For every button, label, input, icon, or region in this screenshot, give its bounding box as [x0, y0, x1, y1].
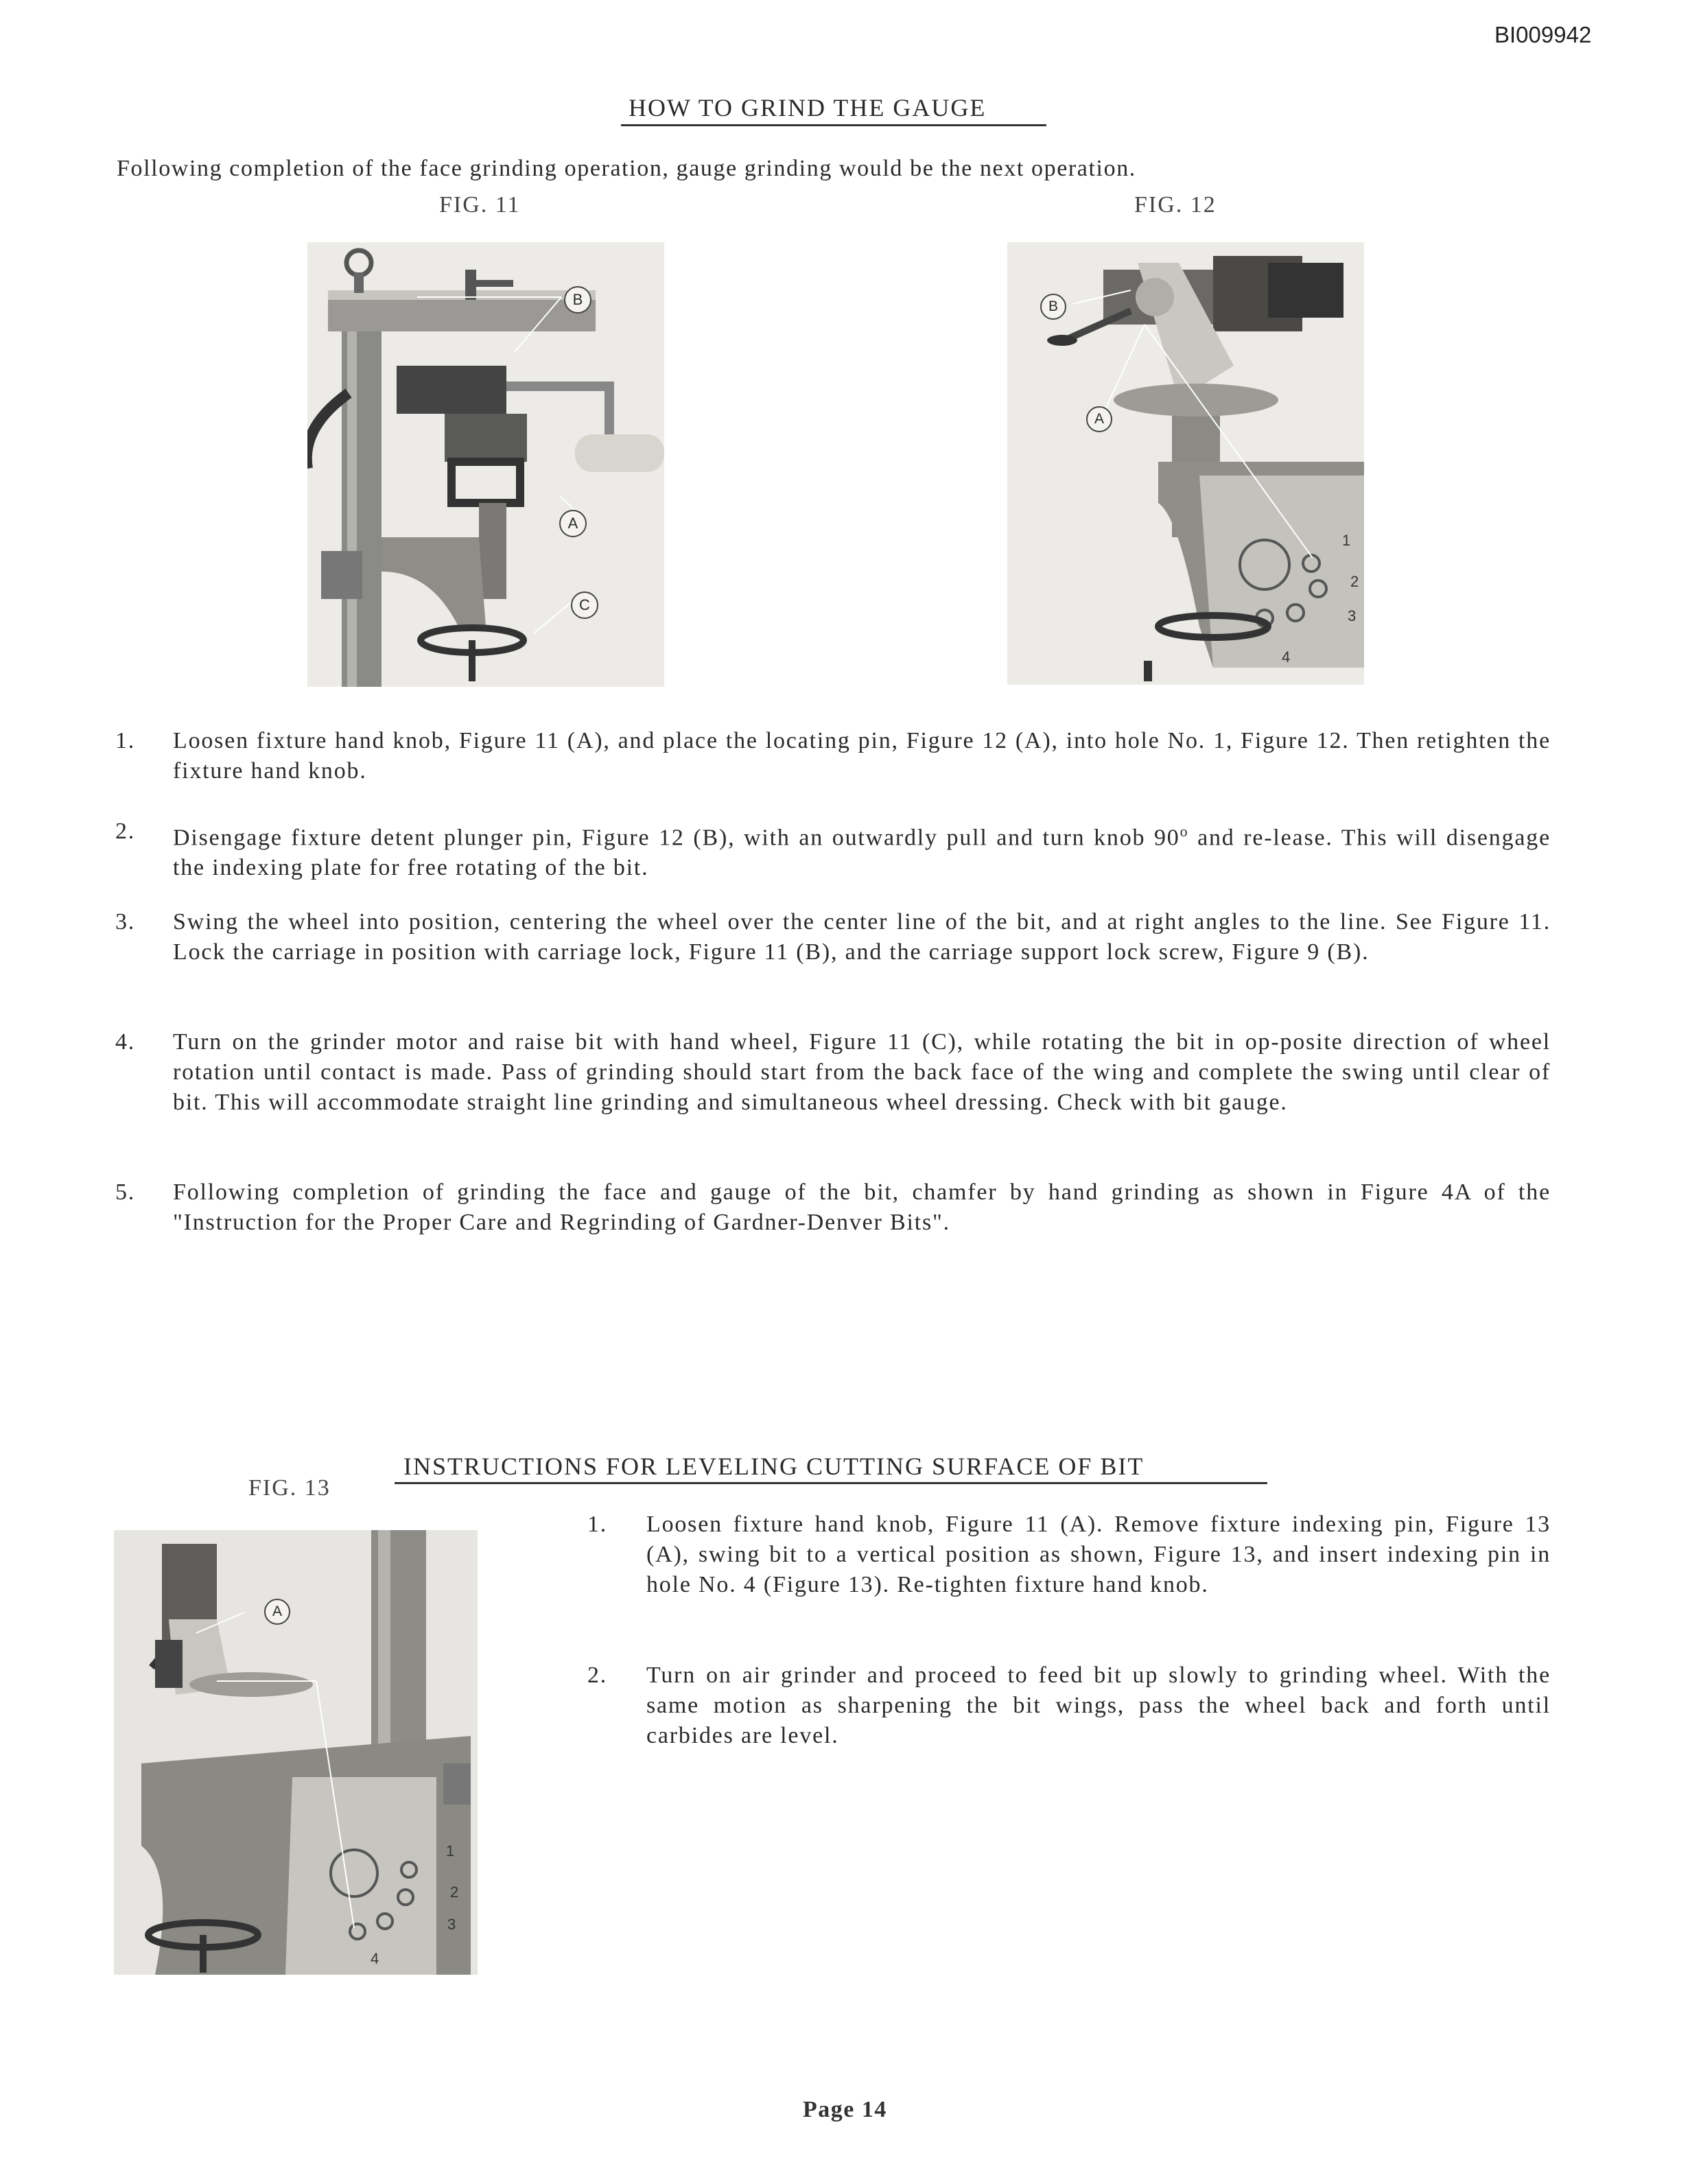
- step-text: Loosen fixture hand knob, Figure 11 (A), and place the locating pin, Figure 12 (A), into hole No. 1, Figure 12. Then retighten the fixture hand knob.: [173, 728, 1551, 784]
- fig12-label: FIG. 12: [1134, 192, 1217, 218]
- title-underline: [395, 1482, 1267, 1484]
- step-text: Turn on air grinder and proceed to feed bit up slowly to grinding wheel. With the same motion as sharpening the bit wings, pass the wheel back and forth until carbides are level.: [646, 1663, 1551, 1748]
- leveling-step-2: [587, 1660, 1551, 1753]
- fig12-hole-4: 4: [1282, 648, 1291, 666]
- fig13-label: FIG. 13: [248, 1475, 331, 1501]
- fig11-photo: [307, 242, 664, 687]
- page-number: Page 14: [803, 2097, 887, 2122]
- fig11-callout-a: A: [559, 510, 587, 537]
- step-number: 1.: [115, 728, 136, 753]
- step-text-part1: Disengage fixture detent plunger pin, Figure 12 (B), with an outwardly pull and turn knob 90: [173, 825, 1180, 851]
- step-1: [115, 726, 1551, 788]
- degree-superscript: o: [1180, 823, 1189, 840]
- fig12-hole-2: 2: [1350, 573, 1359, 590]
- fig13-photo: [114, 1530, 478, 1975]
- section-title-leveling: INSTRUCTIONS FOR LEVELING CUTTING SURFACE OF BIT: [403, 1453, 1145, 1480]
- step-5: [115, 1177, 1551, 1239]
- step-text: [173, 817, 1551, 883]
- fig12-callout-b: B: [1040, 294, 1066, 320]
- fig13-hole-1: 1: [446, 1842, 455, 1859]
- fig13-callout-a: A: [264, 1599, 290, 1625]
- fig12-hole-1: 1: [1342, 532, 1351, 549]
- document-id: BI009942: [1494, 22, 1592, 47]
- step-text: Turn on the grinder motor and raise bit with hand wheel, Figure 11 (C), while rotating the bit in op-posite direction of wheel rotation until contact is made. Pass of grinding should start from the back face of the wing and complete the swing until clear of bit. This will accommodate straight line grinding and simultaneous wheel dressing. Check with bit gauge.: [173, 1029, 1551, 1115]
- step-2: [115, 817, 1551, 881]
- step-text: Swing the wheel into position, centering the wheel over the center line of the bit, and at right angles to the line. See Figure 11. Lock the carriage in position with carriage lock, Figure 11 (B), and the carriage support lock screw, Figure 9 (B).: [173, 909, 1551, 965]
- fig11-callout-b: B: [564, 286, 591, 314]
- section-title-grind-gauge: HOW TO GRIND THE GAUGE: [629, 94, 987, 121]
- step-4: [115, 1027, 1551, 1151]
- leveling-step-1: [587, 1510, 1551, 1633]
- fig12-hole-3: 3: [1348, 607, 1357, 624]
- step-text-part2: and re-lease. This will disengage the indexing plate for free rotating of the bit.: [173, 825, 1551, 881]
- step-number: 1.: [587, 1512, 608, 1537]
- step-text: Following completion of grinding the face and gauge of the bit, chamfer by hand grinding as shown in Figure 4A of the "Instruction for the Proper Care and Regrinding of Gardner-Denver Bits".: [173, 1179, 1551, 1235]
- fig13-hole-3: 3: [447, 1916, 456, 1933]
- step-3: [115, 907, 1551, 1000]
- fig13-hole-4: 4: [371, 1950, 379, 1967]
- step-number: 5.: [115, 1179, 136, 1205]
- step-number: 2.: [587, 1663, 608, 1688]
- step-number: 3.: [115, 909, 136, 935]
- fig13-hole-2: 2: [450, 1883, 459, 1901]
- step-number: 4.: [115, 1029, 136, 1055]
- step-text: Loosen fixture hand knob, Figure 11 (A). Remove fixture indexing pin, Figure 13 (A), swing bit to a vertical position as shown, Figure 13, and insert indexing pin in hole No. 4 (Figure 13). Re-tighten fixture hand knob.: [646, 1512, 1551, 1597]
- title-underline: [621, 124, 1046, 126]
- fig11-label: FIG. 11: [439, 192, 521, 218]
- step-number: 2.: [115, 819, 136, 844]
- fig11-callout-c: C: [571, 591, 598, 619]
- intro-paragraph: Following completion of the face grinding operation, gauge grinding would be the next operation.: [117, 156, 1136, 181]
- fig12-callout-a: A: [1086, 406, 1112, 432]
